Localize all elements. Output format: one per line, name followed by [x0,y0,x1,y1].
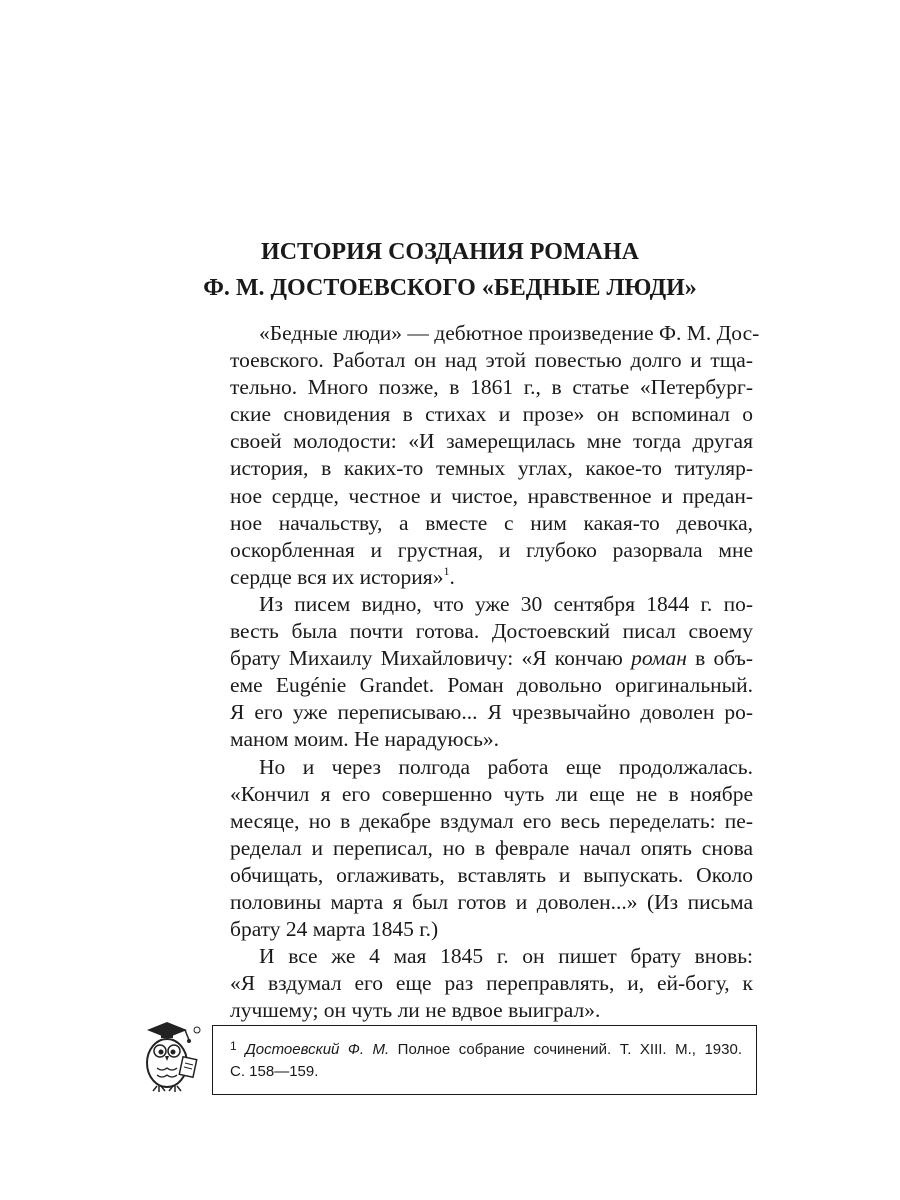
text-line: обчищать, оглаживать, вставлять и выпускать. Около [230,862,753,887]
text-line: «Бедные люди» — дебютное произведение Ф. М. Дос- [259,321,760,345]
text-line [230,645,753,672]
text-line: оскорбленная и грустная, и глубоко разорвала мне [230,537,753,562]
footnote-text: Полное собрание сочинений. Т. XIII. М., 1930. [389,1041,742,1058]
body-text [230,320,760,1024]
text-line: месяце, но в декабре вздумал его весь переделать: пе- [230,808,753,833]
footnote [230,1039,742,1083]
text-line: лучшему; он чуть ли не вдвое выиграл». [230,998,601,1023]
text-line: весть была почти готова. Достоевский писал своему [230,619,753,644]
text-fragment: сердце вся их история» [230,564,444,589]
footnote-box [212,1025,757,1095]
text-line: Я его уже переписываю... Я чрезвычайно доволен ро- [230,700,753,725]
text-line: маном моим. Не нарадуюсь». [230,727,500,752]
text-line: тельно. Много позже, в 1861 г., в статье «Петербург- [230,375,753,400]
text-line: «Кончил я его совершенно чуть ли еще не в ноябре [230,781,753,806]
text-line [230,564,753,591]
paragraph-3 [230,754,753,944]
emphasis-text: роман [631,646,687,671]
text-line: своей молодости: «И замерещилась мне тогда другая [230,429,753,454]
text-line: И все же 4 мая 1845 г. он пишет брату вновь: [259,944,753,969]
text-line: ские сновидения в стихах и прозе» он вспоминал о [230,402,753,427]
paragraph-2 [230,591,753,754]
chapter-title-line-1: ИСТОРИЯ СОЗДАНИЯ РОМАНА [261,239,639,265]
text-line: «Я вздумал его еще раз переправлять, и, ей-богу, к [230,971,753,996]
chapter-title-line-2: Ф. М. ДОСТОЕВСКОГО «БЕДНЫЕ ЛЮДИ» [203,275,697,301]
footnote-line [230,1039,742,1061]
text-line: ное сердце, честное и чистое, нравственное и предан- [230,483,753,508]
paragraph-4 [230,943,753,1024]
text-line: ределал и переписал, но в феврале начал опять снова [230,835,753,860]
text-line: половины марта я был готов и доволен...» (Из письма [230,889,753,914]
chapter-title [0,234,900,306]
text-line: история, в каких-то темных углах, какое-то титуляр- [230,456,753,481]
footnote-number: 1 [230,1039,237,1053]
text-line: Но и через полгода работа еще продолжалась. [259,754,753,779]
text-fragment: брату Михаилу Михайловичу: «Я кончаю [230,646,632,671]
footnote-line: С. 158—159. [230,1063,319,1080]
paragraph-1 [230,320,760,591]
text-line: ное начальству, а вместе с ним какая-то девочка, [230,510,753,535]
footnote-reference[interactable]: 1 [443,563,450,578]
text-line: Из писем видно, что уже 30 сентября 1844 г. по- [259,591,753,616]
text-fragment: . [449,564,455,589]
owl-scholar-icon [133,1018,205,1093]
text-fragment: в объ- [686,646,753,671]
text-line: тоевского. Работал он над этой повестью долго и тща- [230,348,753,373]
footnote-author: Достоевский Ф. М. [245,1041,390,1058]
text-line: брату 24 марта 1845 г.) [230,917,439,942]
text-line: еме Eugénie Grandet. Роман довольно оригинальный. [230,673,753,698]
